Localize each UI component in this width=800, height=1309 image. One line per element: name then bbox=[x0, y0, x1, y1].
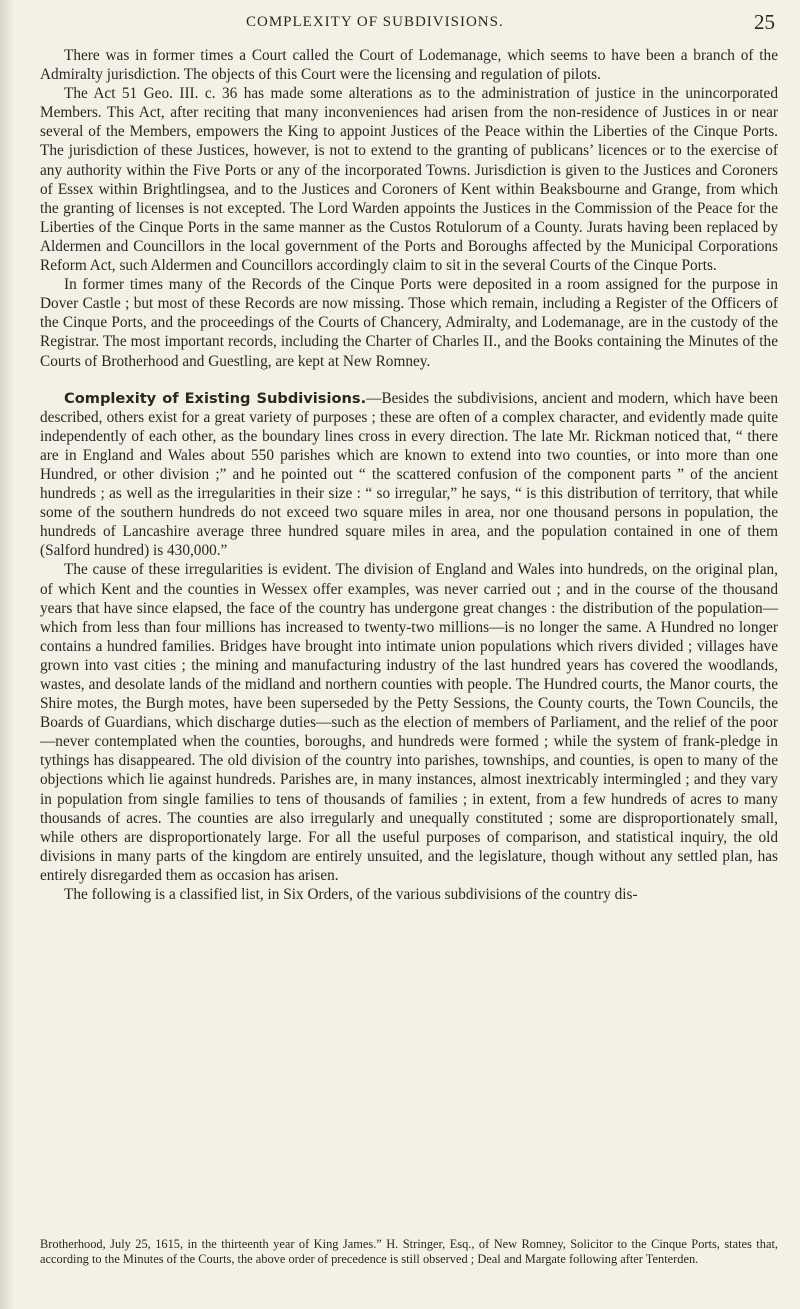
paragraph-act-geo-iii: The Act 51 Geo. III. c. 36 has made some alterations as to the administration of justice in the unincorporated Members. This Act, after reciting that many inconveniences had arisen from the non-residence of Justices in or near several of the Members, empowers the King to appoint Justices of the Peace within the Liberties of the Cinque Ports. The jurisdiction of these Justices, however, is not to extend to the granting of publicans’ licences or to the exercise of any authority within the Five Ports or any of the incorporated Towns. Jurisdiction is given to the Justices and Coroners of Essex within Brightlingsea, and to the Justices and Coroners of Kent within Beaksbourne and Grange, from which the granting of licenses is not excepted. The Lord Warden appoints the Justices in the Commission of the Peace for the Liberties of the Cinque Ports in the same manner as the Custos Rotulorum of a County. Jurats having been replaced by Aldermen and Councillors in the local government of the Ports and Boroughs affected by the Municipal Corporations Reform Act, such Aldermen and Councillors accordingly claim to sit in the several Courts of the Cinque Ports. bbox=[40, 85, 778, 275]
section-heading: Complexity of Existing Subdivisions. bbox=[64, 389, 367, 407]
page-number: 25 bbox=[754, 10, 775, 34]
paragraph-classified-list: The following is a classified list, in Six Orders, of the various subdivisions of the country dis- bbox=[64, 886, 638, 904]
running-head: COMPLEXITY OF SUBDIVISIONS. bbox=[246, 14, 504, 30]
body-text bbox=[40, 46, 778, 904]
section-text: —Besides the subdivisions, ancient and modern, which have been described, others exist for a great variety of purposes ; these are often of a complex character, and evidently made quite independently of each other, as the boundary lines cross in every direction. The late Mr. Rickman noticed that, “ there are in England and Wales about 550 parishes which are known to extend into two counties, or into more than one Hundred, or other division ;” and he pointed out “ the scattered confusion of the component parts ” of the ancient hundreds ; as well as the irregularities in their size : “ so irregular,” he says, “ is this distribution of territory, that while some of the southern hundreds do not exceed two square miles in area, nor one thousand persons in population, the hundreds of Lancashire average three hundred square miles in area, and the population contained in one of them (Salford hundred) is 430,000.” bbox=[40, 389, 778, 560]
paragraph-lodemanage: There was in former times a Court called the Court of Lodemanage, which seems to have been a branch of the Admiralty jurisdiction. The objects of this Court were the licensing and regulation of pilots. bbox=[40, 47, 778, 84]
paragraph-records: In former times many of the Records of the Cinque Ports were deposited in a room assigned for the purpose in Dover Castle ; but most of these Records are now missing. Those which remain, including a Register of the Officers of the Cinque Ports, and the proceedings of the Courts of Chancery, Admiralty, and Lodemanage, are in the custody of the Registrar. The most important records, including the Charter of Charles II., and the Books containing the Minutes of the Courts of Brotherhood and Guestling, are kept at New Romney. bbox=[40, 276, 778, 370]
footnote: Brotherhood, July 25, 1615, in the thirteenth year of King James.” H. Stringer, Esq., of New Romney, Solicitor to the Cinque Ports, states that, according to the Minutes of the Courts, the above order of precedence is still observed ; Deal and Margate following after Tenterden. bbox=[40, 1237, 778, 1266]
page-binding-shadow bbox=[0, 0, 14, 1309]
paragraph-irregularities: The cause of these irregularities is evident. The division of England and Wales into hundreds, on the original plan, of which Kent and the counties in Wessex offer examples, was never carried out ; and in the course of the thousand years that have since elapsed, the face of the country has undergone great changes : the distribution of the population—which from less than four millions has increased to twenty-two millions—is no longer the same. A Hundred no longer contains a hundred families. Bridges have brought into intimate union populations which rivers divided ; villages have grown into vast cities ; the mining and manufacturing industry of the last hundred years has covered the woodlands, wastes, and desolate lands of the midland and northern counties with people. The Hundred courts, the Manor courts, the Shire motes, the Burgh motes, have been superseded by the Petty Sessions, the County courts, the Town Councils, the Boards of Guardians, which discharge duties—such as the election of members of Parliament, and the relief of the poor—never contemplated when the counties, boroughs, and hundreds were formed ; while the system of frank-pledge in tythings has disappeared. The old division of the country into parishes, townships, and counties, is open to many of the objections which lie against hundreds. Parishes are, in many instances, almost inextricably intermingled ; and they vary in population from single families to tens of thousands of families ; in extent, from a few hundreds of acres to many thousands of acres. The counties are also irregularly and unequally constituted ; some are disproportionately small, while others are disproportionately large. For all the useful purposes of comparison, and statistical inquiry, the old divisions in many parts of the kingdom are entirely unsuited, and the legislature, though without any settled plan, has entirely disregarded them as occasion has arisen. bbox=[40, 561, 778, 884]
paragraph-complexity bbox=[40, 389, 778, 561]
